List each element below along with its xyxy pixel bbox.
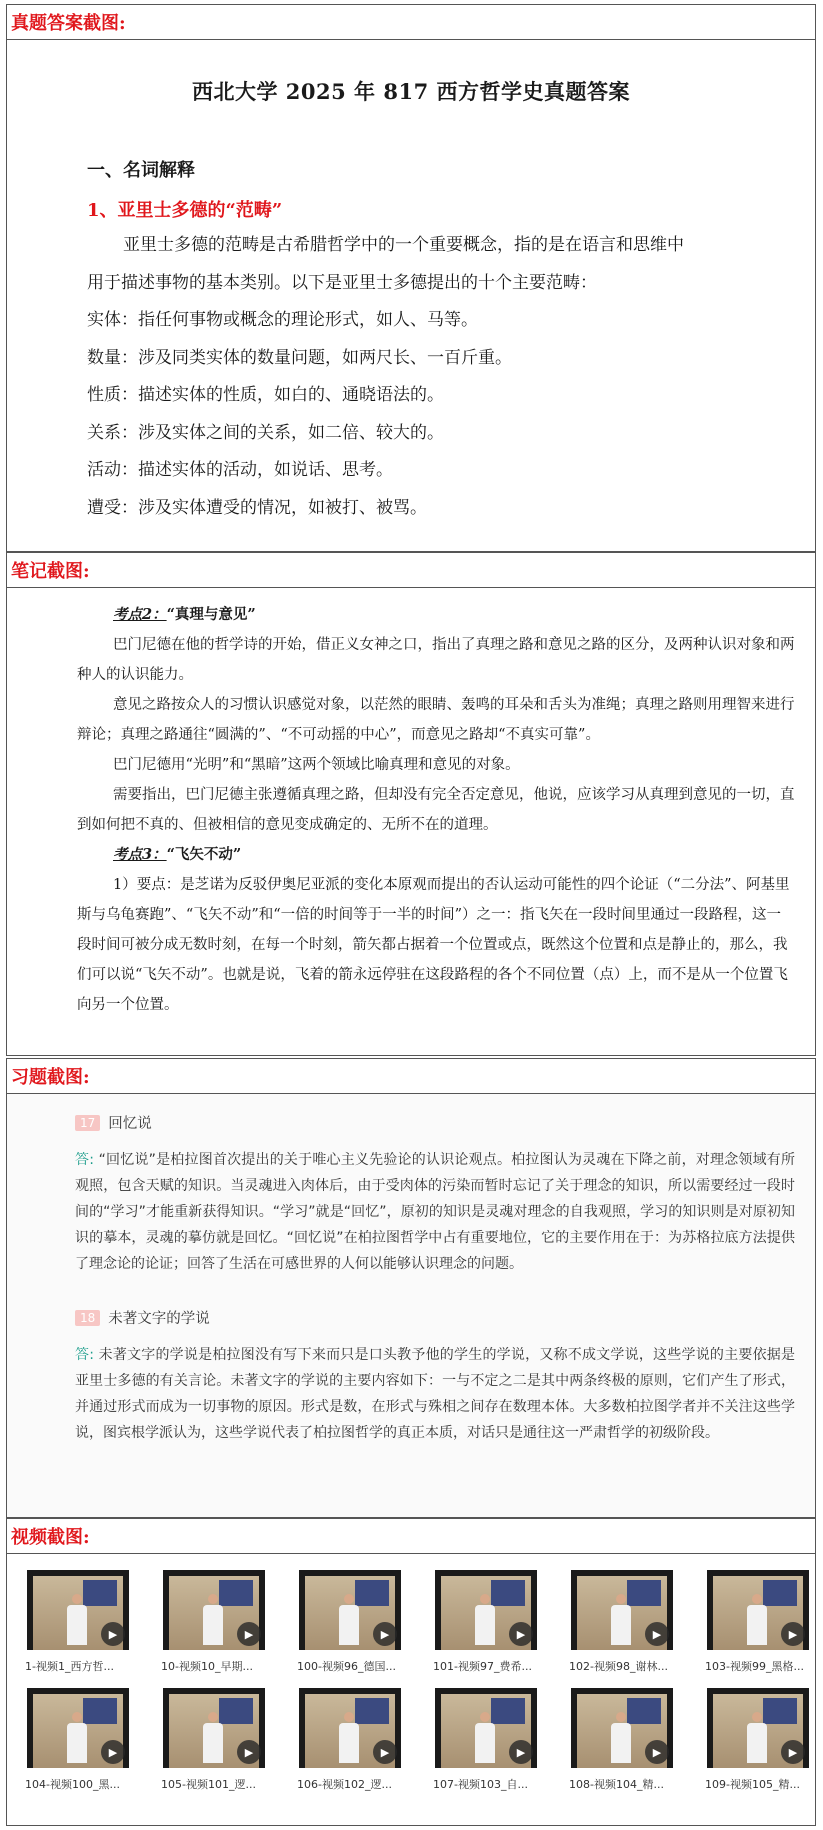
category-line: 实体：指任何事物或概念的理论形式，如人、马等。 <box>87 310 478 330</box>
video-preview[interactable] <box>27 1688 129 1768</box>
question-number-badge: 17 <box>75 1115 100 1131</box>
answer-label: 答: <box>75 1347 94 1363</box>
answer-content: “回忆说”是柏拉图首次提出的关于唯心主义先验论的认识论观点。柏拉图认为灵魂在下降之前，对理念领域有所观照，包含天赋的知识。当灵魂进入肉体后，由于受肉体的污染而暂时忘记了关于理念的知识，所以需要经过一段时间的“学习”才能重新获得知识。“学习”就是“回忆”，原初的知识是灵魂对理念的自我观照，学习的知识则是对原初知识的摹本，灵魂的摹仿就是回忆。“回忆说”在柏拉图哲学中占有重要地位，它的主要作用在于：为苏格拉底方法提供了理念论的论证；回答了生活在可感世界的人何以能够认识理念的问题。 <box>75 1152 796 1272</box>
lecturer-figure <box>475 1712 495 1762</box>
notes-paragraph: 巴门尼德用“光明”和“黑暗”这两个领域比喻真理和意见的对象。 <box>113 757 520 773</box>
play-icon[interactable]: ▶ <box>373 1622 397 1646</box>
video-thumbnail-grid <box>7 1554 815 1792</box>
answer-text <box>75 1147 795 1277</box>
play-icon[interactable]: ▶ <box>645 1740 669 1764</box>
video-preview[interactable] <box>299 1688 401 1768</box>
category-line: 遭受：涉及实体遭受的情况，如被打、被骂。 <box>87 497 427 518</box>
video-label[interactable]: 108-视频104_精... <box>569 1778 664 1791</box>
play-icon[interactable]: ▶ <box>237 1622 261 1646</box>
video-thumbnail[interactable] <box>705 1570 823 1674</box>
video-label[interactable]: 100-视频96_德国... <box>297 1660 396 1673</box>
video-thumbnail[interactable] <box>569 1688 691 1792</box>
lecturer-figure <box>67 1712 87 1762</box>
video-preview[interactable] <box>163 1688 265 1768</box>
video-preview[interactable] <box>571 1570 673 1650</box>
notes-body <box>7 588 815 1020</box>
projector-screen <box>355 1580 389 1606</box>
play-icon[interactable]: ▶ <box>781 1740 805 1764</box>
video-preview[interactable] <box>435 1570 537 1650</box>
intro-paragraph <box>87 226 763 527</box>
answer-content: 未著文字的学说是柏拉图没有写下来而只是口头教予他的学生的学说，又称不成文学说，这些学说的主要依据是亚里士多德的有关言论。未著文字的学说的主要内容如下：一与不定之二是其中两条终极的原则，它们产生了形式，并通过形式而成为一切事物的原因。形式是数，在形式与殊相之间存在数理本体。大多数柏拉图学者并不关注这些学说，图宾根学派认为，这些学说代表了柏拉图哲学的真正本质，对话只是通往这一严肃哲学的初级阶段。 <box>75 1347 795 1441</box>
answer-label: 答: <box>75 1152 94 1168</box>
section-title: 笔记截图: <box>11 561 90 582</box>
video-preview[interactable] <box>707 1570 809 1650</box>
lecturer-figure <box>747 1594 767 1644</box>
play-icon[interactable]: ▶ <box>101 1622 125 1646</box>
projector-screen <box>219 1580 253 1606</box>
play-icon[interactable]: ▶ <box>373 1740 397 1764</box>
play-icon[interactable]: ▶ <box>645 1622 669 1646</box>
key-point-title: “真理与意见” <box>166 606 256 623</box>
paragraph-line: 亚里士多德的范畴是古希腊哲学中的一个重要概念，指的是在语言和思维中 <box>123 235 684 255</box>
question-title: 回忆说 <box>108 1116 152 1132</box>
paragraph-line: 用于描述事物的基本类别。以下是亚里士多德提出的十个主要范畴： <box>87 273 597 293</box>
play-icon[interactable]: ▶ <box>101 1740 125 1764</box>
video-thumbnail[interactable] <box>569 1570 691 1674</box>
answer-section <box>6 4 816 552</box>
video-thumbnail[interactable] <box>161 1688 283 1792</box>
video-label[interactable]: 104-视频100_黑... <box>25 1778 120 1791</box>
video-label[interactable]: 102-视频98_谢林... <box>569 1660 668 1673</box>
lecturer-figure <box>339 1712 359 1762</box>
key-point-heading <box>113 600 795 630</box>
video-section <box>6 1518 816 1826</box>
section-header <box>7 5 815 40</box>
notes-paragraph: 需要指出，巴门尼德主张遵循真理之路，但却没有完全否定意见，他说，应该学习从真理到意见的一切，直到如何把不真的、但被相信的意见变成确定的、无所不在的道理。 <box>77 787 795 833</box>
category-line: 活动：描述实体的活动，如说话、思考。 <box>87 460 393 480</box>
lecturer-figure <box>611 1712 631 1762</box>
question-title: 未著文字的学说 <box>108 1311 210 1327</box>
projector-screen <box>219 1698 253 1724</box>
projector-screen <box>491 1580 525 1606</box>
question-heading <box>75 1307 795 1328</box>
section-title: 视频截图: <box>11 1527 90 1548</box>
answer-body <box>7 76 815 527</box>
projector-screen <box>355 1698 389 1724</box>
question-heading <box>75 1112 795 1133</box>
play-icon[interactable]: ▶ <box>237 1740 261 1764</box>
video-thumbnail[interactable] <box>433 1688 555 1792</box>
notes-section <box>6 552 816 1056</box>
projector-screen <box>491 1698 525 1724</box>
notes-paragraph: 巴门尼德在他的哲学诗的开始，借正义女神之口，指出了真理之路和意见之路的区分，及两种认识对象和两种人的认识能力。 <box>77 637 795 683</box>
section-title: 真题答案截图: <box>11 13 126 34</box>
lecturer-figure <box>339 1594 359 1644</box>
key-point-heading <box>113 840 795 870</box>
video-thumbnail[interactable] <box>433 1570 555 1674</box>
video-label[interactable]: 107-视频103_自... <box>433 1778 528 1791</box>
exercise-section <box>6 1058 816 1518</box>
notes-paragraph: 意见之路按众人的习惯认识感觉对象，以茫然的眼睛、轰鸣的耳朵和舌头为准绳；真理之路则用理智来进行辩论；真理之路通往“圆满的”、“不可动摇的中心”，而意见之路却“不真实可靠”。 <box>77 697 795 743</box>
video-thumbnail[interactable] <box>25 1570 147 1674</box>
exercise-body <box>7 1094 815 1446</box>
section-header <box>7 553 815 588</box>
video-preview[interactable] <box>299 1570 401 1650</box>
answer-text <box>75 1342 795 1446</box>
key-point-number: 考点2： <box>113 606 167 623</box>
video-label[interactable]: 106-视频102_逻... <box>297 1778 392 1791</box>
video-thumbnail[interactable] <box>297 1688 419 1792</box>
projector-screen <box>627 1698 661 1724</box>
video-label[interactable]: 101-视频97_费希... <box>433 1660 532 1673</box>
document-title: 西北大学 2025 年 817 西方哲学史真题答案 <box>191 79 631 104</box>
video-preview[interactable] <box>27 1570 129 1650</box>
category-line: 关系：涉及实体之间的关系，如二倍、较大的。 <box>87 422 444 443</box>
projector-screen <box>763 1580 797 1606</box>
lecturer-figure <box>475 1594 495 1644</box>
heading-level2: 1、亚里士多德的“范畴” <box>87 200 283 221</box>
video-preview[interactable] <box>707 1688 809 1768</box>
video-label[interactable]: 10-视频10_早期... <box>161 1660 253 1673</box>
lecturer-figure <box>747 1712 767 1762</box>
heading-level1: 一、名词解释 <box>87 160 195 181</box>
projector-screen <box>83 1580 117 1606</box>
video-label[interactable]: 103-视频99_黑格... <box>705 1660 804 1673</box>
category-line: 数量：涉及同类实体的数量问题，如两尺长、一百斤重。 <box>87 347 512 368</box>
lecturer-figure <box>203 1594 223 1644</box>
video-thumbnail[interactable] <box>25 1688 147 1792</box>
video-thumbnail[interactable] <box>705 1688 823 1792</box>
video-thumbnail[interactable] <box>297 1570 419 1674</box>
lecturer-figure <box>203 1712 223 1762</box>
notes-paragraph: 1）要点：是芝诺为反驳伊奥尼亚派的变化本原观而提出的否认运动可能性的四个论证（“二分法”、阿基里斯与乌龟赛跑”、“飞矢不动”和“一倍的时间等于一半的时间”）之一：指飞矢在一段时间里通过一段路程，这一段时间可被分成无数时刻，在每一个时刻，箭矢都占据着一个位置或点，既然这个位置和点是静止的，那么，我们可以说“飞矢不动”。也就是说，飞着的箭永远停驻在这段路程的各个不同位置（点）上，而不是从一个位置飞向另一个位置。 <box>77 877 790 1013</box>
video-preview[interactable] <box>571 1688 673 1768</box>
play-icon[interactable]: ▶ <box>781 1622 805 1646</box>
play-icon[interactable]: ▶ <box>509 1622 533 1646</box>
key-point-number: 考点3： <box>113 846 167 863</box>
video-label[interactable]: 1-视频1_西方哲... <box>25 1660 114 1673</box>
section-header <box>7 1059 815 1094</box>
video-label[interactable]: 109-视频105_精... <box>705 1778 800 1791</box>
projector-screen <box>763 1698 797 1724</box>
category-line: 性质：描述实体的性质，如白的、通晓语法的。 <box>87 385 444 405</box>
lecturer-figure <box>67 1594 87 1644</box>
projector-screen <box>83 1698 117 1724</box>
question-number-badge: 18 <box>75 1310 100 1326</box>
video-thumbnail[interactable] <box>161 1570 283 1674</box>
section-title: 习题截图: <box>11 1067 90 1088</box>
video-preview[interactable] <box>435 1688 537 1768</box>
key-point-title: “飞矢不动” <box>166 846 242 863</box>
video-preview[interactable] <box>163 1570 265 1650</box>
play-icon[interactable]: ▶ <box>509 1740 533 1764</box>
projector-screen <box>627 1580 661 1606</box>
video-label[interactable]: 105-视频101_逻... <box>161 1778 256 1791</box>
lecturer-figure <box>611 1594 631 1644</box>
section-header <box>7 1519 815 1554</box>
